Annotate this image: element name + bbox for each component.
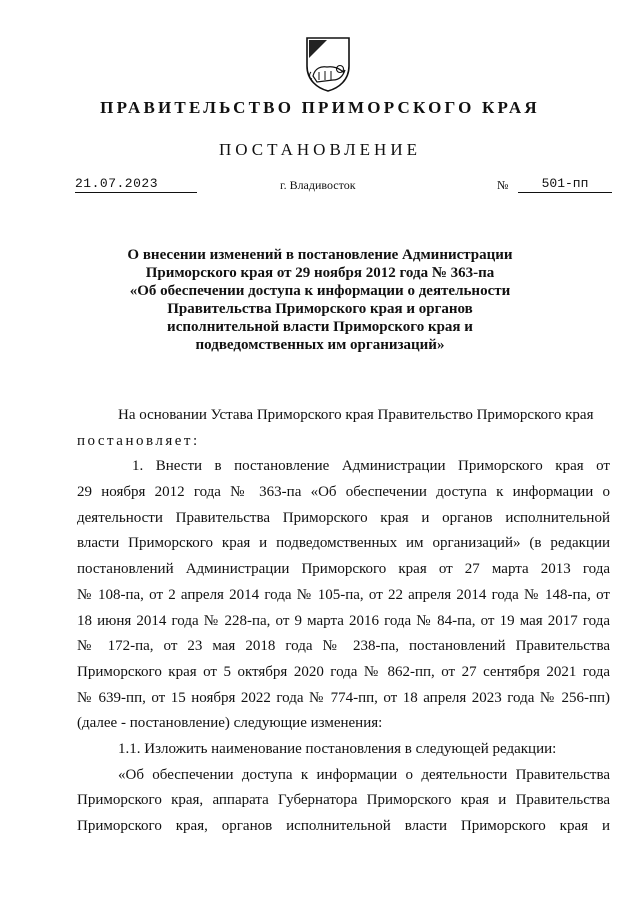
title-line: Приморского края от 29 ноября 2012 года № 363-па [145, 265, 495, 281]
body-line: 18 июня 2014 года № 228-па, от 9 марта 2016 года № 84-па, от 19 мая 2017 года [77, 612, 610, 629]
body-line: Приморского края, аппарата Губернатора Приморского края и Правительства [77, 792, 610, 809]
title-line: О внесении изменений в постановление Администрации [127, 247, 513, 263]
document-body [77, 403, 610, 840]
body-line: № 639-пп, от 15 ноября 2022 года № 774-пп, от 18 апреля 2023 года № 256-пп) [77, 689, 610, 706]
document-type: ПОСТАНОВЛЕНИЕ [218, 140, 421, 159]
coat-of-arms-icon [305, 36, 351, 92]
body-line: № 108-па, от 2 апреля 2014 года № 105-па, от 22 апреля 2014 года № 148-па, от [77, 586, 610, 603]
body-line: 29 ноября 2012 года № 363-па «Об обеспечении доступа к информации о [77, 484, 610, 501]
body-line: 1.1. Изложить наименование постановления в следующей редакции: [118, 740, 557, 757]
title-line: подведомственных им организаций» [195, 337, 445, 353]
body-line: постановлений Администрации Приморского края от 27 марта 2013 года [77, 561, 610, 578]
body-line: Приморского края от 5 октября 2020 года № 862-пп, от 27 сентября 2021 года [77, 663, 610, 680]
body-line: 1. Внести в постановление Администрации Приморского края от [132, 458, 610, 475]
body-line: № 172-па, от 23 мая 2018 года № 238-па, постановлений Правительства [77, 638, 610, 655]
number-sign: № [497, 178, 509, 192]
document-title [90, 246, 550, 354]
government-name: ПРАВИТЕЛЬСТВО ПРИМОРСКОГО КРАЯ [100, 98, 540, 117]
body-line: деятельности Правительства Приморского края и органов исполнительной [77, 509, 610, 526]
document-city: г. Владивосток [280, 178, 356, 192]
title-line: Правительства Приморского края и органов [167, 301, 473, 317]
body-line: постановляет: [77, 432, 200, 449]
document-date: 21.07.2023 [75, 176, 197, 193]
body-line: власти Приморского края и подведомственных им организаций» (в редакции [77, 535, 610, 552]
body-line: Приморского края, органов исполнительной власти Приморского края и [77, 818, 610, 834]
title-line: исполнительной власти Приморского края и [167, 319, 473, 335]
body-line: На основании Устава Приморского края Правительство Приморского края [118, 407, 594, 423]
title-line: «Об обеспечении доступа к информации о деятельности [129, 283, 511, 299]
body-line: «Об обеспечении доступа к информации о деятельности Правительства [118, 766, 610, 783]
document-number: 501-пп [518, 176, 612, 193]
body-line: (далее - постановление) следующие изменения: [77, 715, 383, 732]
